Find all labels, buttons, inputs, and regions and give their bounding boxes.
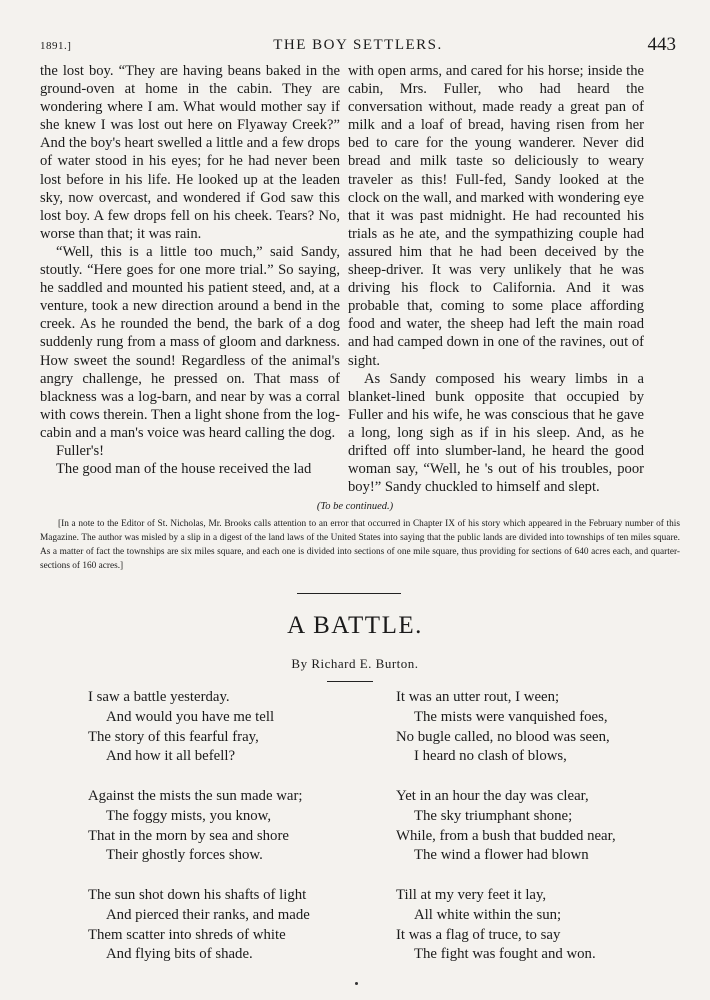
poem-line: The sky triumphant shone; <box>414 807 573 824</box>
poem-line: The mists were vanquished foes, <box>414 708 608 725</box>
poem-line: That in the morn by sea and shore <box>88 827 289 844</box>
poem-line: The wind a flower had blown <box>414 847 589 864</box>
poem-line: And pierced their ranks, and made <box>106 906 310 923</box>
byline-divider <box>327 681 373 682</box>
poem-column-left <box>88 688 358 985</box>
poem-line: Yet in an hour the day was clear, <box>396 787 589 804</box>
poem-line: It was a flag of truce, to say <box>396 926 561 943</box>
running-head <box>40 34 676 58</box>
poem-column-right <box>396 688 686 985</box>
page-speck <box>355 982 358 985</box>
section-divider <box>297 593 401 594</box>
running-head-title: THE BOY SETTLERS. <box>273 37 443 53</box>
story-paragraph: “Well, this is a little too much,” said Sandy, stoutly. “Here goes for one more trial.” So saying, he saddled and mounted his patient steed, and, at a venture, took a new direction around a bend in the creek. As he rounded the bend, the bark of a dog suddenly rung from a mass of gloom and darkness. How sweet the sound! Regardless of the animal's angry challenge, he pressed on. That mass of blackness was a log-barn, and near by was a corral with cows therein. Then a light shone from the log-cabin and a man's voice was heard calling the dog. <box>40 243 340 441</box>
editor-note: [In a note to the Editor of St. Nicholas, Mr. Brooks calls attention to an error that occurred in Chapter IX of his story which appeared in the February number of this Magazine. The author was misled by a slip in a digest of the land laws of the United States into saying that the public lands are divided into townships of ten miles square. As a matter of fact the townships are six miles square, and each one is divided into sections of one mile square, thus providing for sections of 640 acres each, and quarter-sections of 160 acres.] <box>40 519 680 571</box>
page-number: 443 <box>647 34 676 55</box>
poem-line: No bugle called, no blood was seen, <box>396 728 610 745</box>
story-column-left <box>40 62 340 478</box>
poem-line: Against the mists the sun made war; <box>88 787 303 804</box>
poem-line: I heard no clash of blows, <box>414 748 567 765</box>
story-paragraph: the lost boy. “They are having beans baked in the ground-oven at home in the cabin. They are wondering where I am. What would mother say if she knew I was lost out here on Flyaway Creek?” And the boy's heart swelled a little and a few drops of water stood in his eyes; for he had never been lost before in his life. He looked up at the leaden sky, now overcast, and wondered if God saw this lost boy. A few drops fell on his cheek. Tears? No, worse than that; it was rain. <box>40 63 340 242</box>
poem-line: All white within the sun; <box>414 906 562 923</box>
poem-line: It was an utter rout, I ween; <box>396 689 560 705</box>
story-column-right <box>348 62 644 496</box>
poem-stanza <box>396 886 686 965</box>
story-columns <box>40 62 676 502</box>
poem-byline: By Richard E. Burton. <box>291 656 419 671</box>
poem-line: The fight was fought and won. <box>414 946 596 963</box>
poem-line: The story of this fearful fray, <box>88 728 259 745</box>
poem-line: Them scatter into shreds of white <box>88 926 286 943</box>
poem-line: I saw a battle yesterday. <box>88 689 230 705</box>
to-be-continued: (To be continued.) <box>316 501 394 512</box>
poem-stanza <box>396 787 686 866</box>
poem-stanza <box>88 787 358 866</box>
poem-line: And would you have me tell <box>106 708 275 725</box>
story-paragraph: As Sandy composed his weary limbs in a blanket-lined bunk opposite that occupied by Fuller and his wife, he was conscious that he gave a long, long sigh as if in his sleep. And, as he drifted off into slumber-land, he heard the good woman say, “Well, he 's out of his troubles, poor boy!” Sandy chuckled to himself and slept. <box>348 370 644 496</box>
poem-line: Their ghostly forces show. <box>106 847 263 864</box>
running-head-date: 1891.] <box>40 40 72 52</box>
story-paragraph: Fuller's! <box>56 442 105 459</box>
poem-stanza <box>88 688 358 767</box>
poem-stanza <box>396 688 686 767</box>
story-paragraph: The good man of the house received the lad <box>56 461 312 478</box>
poem-line: And flying bits of shade. <box>106 946 253 963</box>
poem-title: A BATTLE. <box>287 612 423 639</box>
poem-line: Till at my very feet it lay, <box>396 886 547 903</box>
poem-line: The foggy mists, you know, <box>106 807 272 824</box>
poem-stanza <box>88 886 358 965</box>
story-paragraph: with open arms, and cared for his horse; inside the cabin, Mrs. Fuller, who had heard the conversation without, made ready a great pan of milk and a loaf of bread, having risen from her bed to care for the young wanderer. Never did bread and milk taste so deliciously to weary traveler as this! Full-fed, Sandy looked at the clock on the wall, and marked with wondering eye that it was past midnight. He had recounted his trials as he ate, and the sympathizing couple had assured him that he had been deceived by the sheep-driver. It was very unlikely that he was driving his flock to California. And it was probable that, coming to some place affording food and water, the sheep had left the main road and had camped down in one of the ravines, out of sight. <box>348 63 644 369</box>
poem-line: While, from a bush that budded near, <box>396 827 616 844</box>
poem-line: And how it all befell? <box>106 748 236 765</box>
poem-line: The sun shot down his shafts of light <box>88 886 307 903</box>
